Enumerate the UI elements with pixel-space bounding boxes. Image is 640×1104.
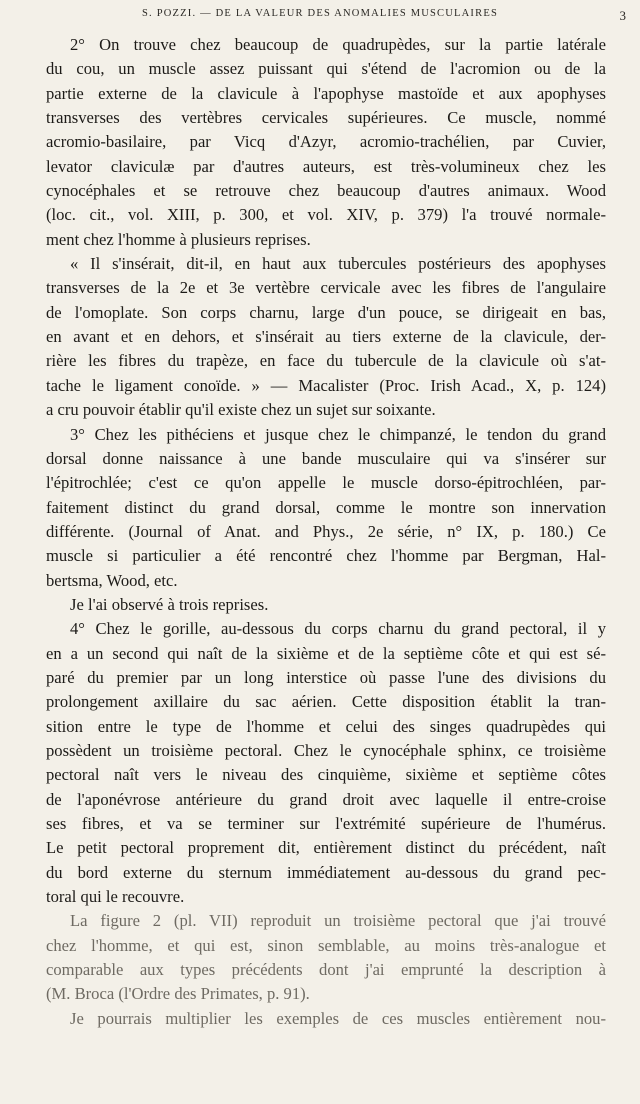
text-line: paré du premier par un long interstice où passe l'une des divisions du — [46, 667, 606, 687]
text-line: différente. (Journal of Anat. and Phys., 2e série, n° IX, p. 180.) Ce — [46, 521, 606, 541]
page-number: 3 — [619, 8, 626, 23]
text-line: de l'aponévrose antérieure du grand droit avec laquelle il entre-croise — [46, 789, 606, 809]
text-line: partie externe de la clavicule à l'apophyse mastoïde et aux apophyses — [46, 83, 606, 103]
text-line: Je l'ai observé à trois reprises. — [70, 594, 269, 614]
text-line: Je pourrais multiplier les exemples de ces muscles entièrement nou- — [70, 1008, 606, 1028]
text-line: 3° Chez les pithéciens et jusque chez le chimpanzé, le tendon du grand — [70, 424, 606, 444]
text-line: a cru pouvoir établir qu'il existe chez un sujet sur soixante. — [46, 400, 436, 420]
text-line: tache le ligament conoïde. » — Macalister (Proc. Irish Acad., X, p. 124) — [46, 375, 606, 395]
text-line: 2° On trouve chez beaucoup de quadrupèdes, sur la partie latérale — [70, 35, 606, 54]
text-line: ses fibres, et va se terminer sur l'extrémité supérieure de l'humérus. — [46, 814, 606, 833]
text-line: faitement distinct du grand dorsal, comme le montre son innervation — [46, 497, 606, 517]
text-line: transverses des vertèbres cervicales supérieures. Ce muscle, nommé — [46, 108, 606, 128]
text-line: prolongement axillaire du sac aérien. Cette disposition établit la tran- — [46, 692, 606, 712]
text-line: en avant et en dehors, et s'insérait au tiers externe de la clavicule, der- — [46, 327, 606, 347]
text-line: cynocéphales et se retrouve chez beaucoup d'autres animaux. Wood — [46, 181, 606, 201]
text-line: (loc. cit., vol. XIII, p. 300, et vol. XIV, p. 379) l'a trouvé normale- — [46, 205, 606, 225]
text-line: possèdent un troisième pectoral. Chez le cynocéphale sphinx, ce troisième — [46, 740, 606, 760]
body-text — [46, 33, 606, 1031]
text-line: pectoral naît vers le niveau des cinquième, sixième et septième côtes — [46, 765, 606, 785]
text-line: comparable aux types précédents dont j'ai emprunté la description à — [46, 960, 606, 980]
text-line: sition entre le type de l'homme et celui des singes quadrupèdes qui — [46, 716, 606, 736]
text-line: muscle si particulier a été rencontré chez l'homme par Bergman, Hal- — [46, 546, 606, 566]
running-header — [0, 8, 640, 23]
text-line: du bord externe du sternum immédiatement au-dessous du grand pec- — [46, 862, 606, 882]
text-line: toral qui le recouvre. — [46, 887, 185, 907]
text-line: du cou, un muscle assez puissant qui s'étend de l'acromion ou de la — [46, 59, 606, 79]
text-line: l'épitrochlée; c'est ce qu'on appelle le muscle dorso-épitrochléen, par- — [46, 473, 606, 493]
text-line: acromio-basilaire, par Vicq d'Azyr, acromio-trachélien, par Cuvier, — [46, 132, 606, 152]
text-line: 4° Chez le gorille, au-dessous du corps charnu du grand pectoral, il y — [70, 619, 606, 639]
text-line: Le petit pectoral proprement dit, entièrement distinct du précédent, naît — [46, 838, 606, 858]
text-line: de l'omoplate. Son corps charnu, large d'un pouce, se dirigeait en bas, — [46, 302, 606, 322]
text-line: rière les fibres du trapèze, en face du tubercule de la clavicule où s'at- — [46, 351, 606, 371]
text-line: bertsma, Wood, etc. — [46, 570, 178, 590]
text-line: dorsal donne naissance à une bande musculaire qui va s'insérer sur — [46, 448, 606, 468]
text-line: « Il s'insérait, dit-il, en haut aux tubercules postérieurs des apophyses — [70, 254, 606, 274]
running-title: S. POZZI. — DE LA VALEUR DES ANOMALIES MUSCULAIRES — [142, 8, 498, 19]
text-line: en a un second qui naît de la sixième et de la septième côte et qui est sé- — [46, 643, 606, 663]
text-line: La figure 2 (pl. VII) reproduit un troisième pectoral que j'ai trouvé — [70, 911, 606, 931]
text-line: (M. Broca (l'Ordre des Primates, p. 91). — [46, 984, 310, 1004]
text-line: levator claviculæ par d'autres auteurs, est très-volumineux chez les — [46, 156, 606, 176]
text-line: chez l'homme, et qui est, sinon semblable, au moins très-analogue et — [46, 935, 606, 955]
text-line: ment chez l'homme à plusieurs reprises. — [46, 229, 311, 249]
text-line: transverses de la 2e et 3e vertèbre cervicale avec les fibres de l'angulaire — [46, 278, 606, 298]
